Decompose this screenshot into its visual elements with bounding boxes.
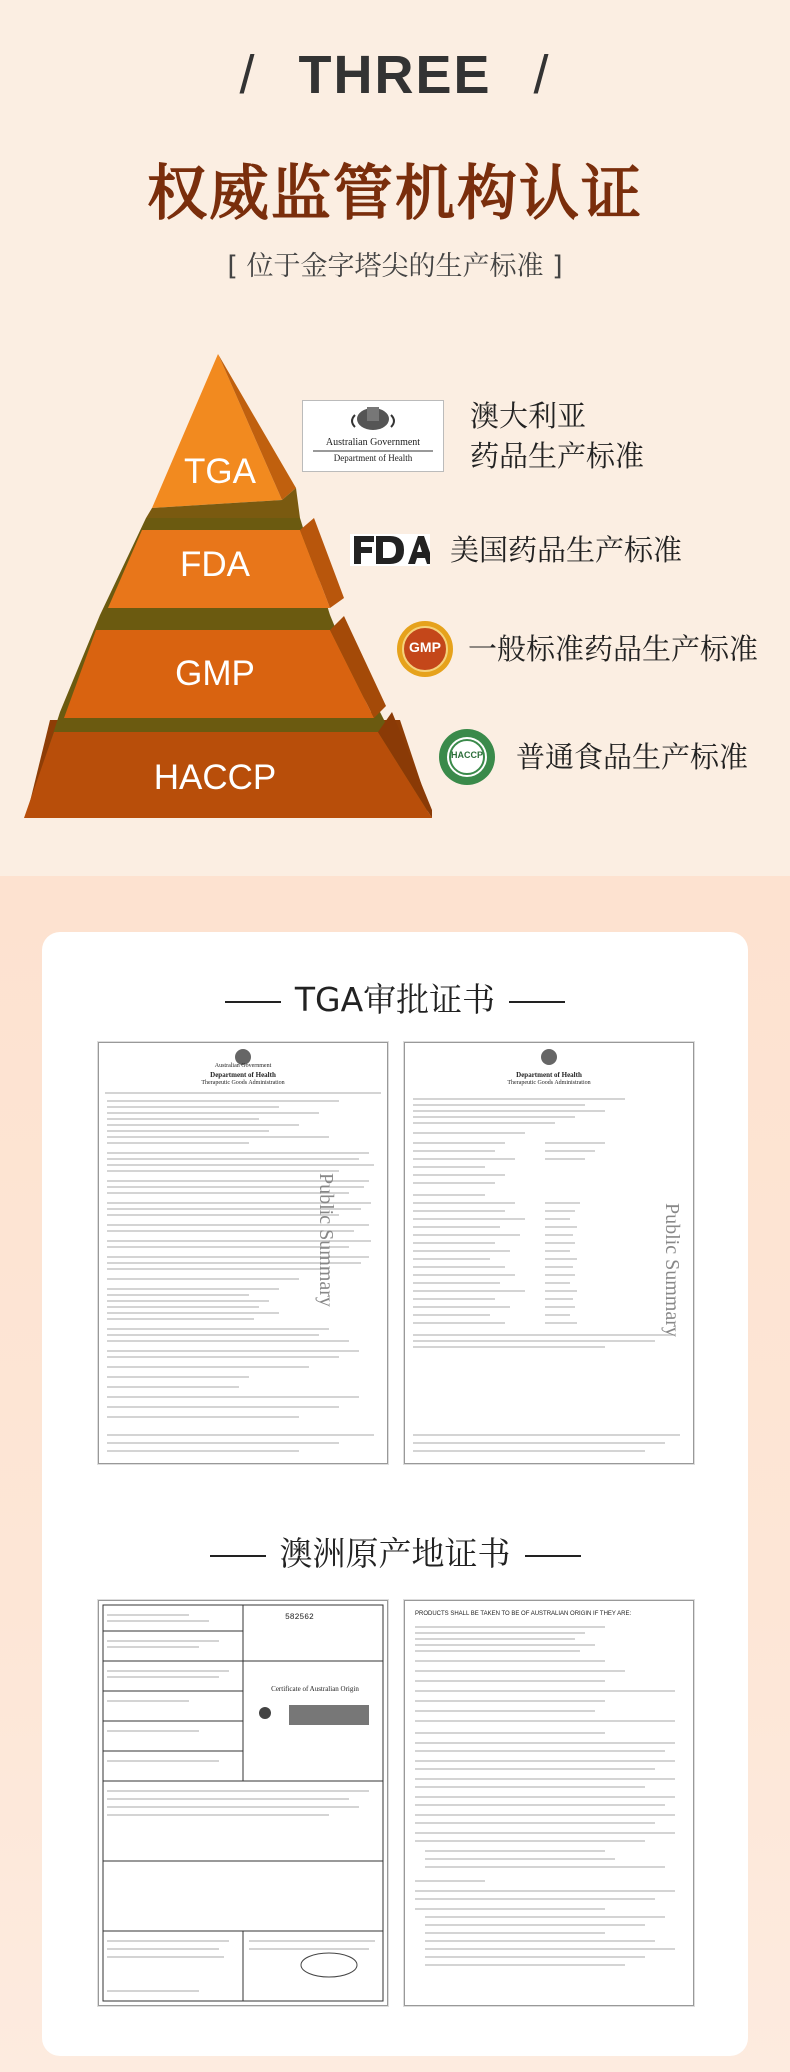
tga-certificate-page-1[interactable]	[98, 1042, 388, 1464]
section-word: THREE	[298, 45, 492, 105]
certificates-card	[42, 932, 748, 2056]
origin-certificate-page-2[interactable]	[404, 1600, 694, 2006]
tga-doc-2-header-2: Department of Health	[516, 1071, 582, 1079]
tga-doc-1-watermark: Public Summary	[315, 1173, 337, 1307]
slash-left: /	[239, 45, 257, 105]
section-number	[0, 44, 790, 106]
tier-label-gmp: GMP	[175, 654, 255, 693]
cert-row-fda	[350, 530, 682, 570]
fda-logo-icon	[350, 532, 430, 568]
tier-label-haccp: HACCP	[153, 758, 277, 797]
logo-line-1: Australian Government	[325, 437, 421, 448]
cert-row-haccp	[438, 728, 748, 786]
cert-text-tga-1: 澳大利亚	[470, 399, 587, 433]
tga-section-title	[42, 974, 748, 1021]
cert-row-tga	[302, 396, 644, 476]
cert-text-fda: 美国药品生产标准	[450, 533, 683, 567]
tga-doc-2-watermark: Public Summary	[661, 1203, 683, 1337]
origin-doc-heading: Certificate of Australian Origin	[271, 1685, 359, 1693]
origin-rules-heading: PRODUCTS SHALL BE TAKEN TO BE OF AUSTRALIAN ORIGIN IF THEY ARE:	[415, 1611, 632, 1617]
tga-doc-2-text-lines	[413, 1099, 680, 1451]
tga-certificate-page-2[interactable]	[404, 1042, 694, 1464]
origin-section-label: 澳洲原产地证书	[279, 1534, 511, 1573]
tga-doc-1-content	[99, 1043, 387, 1463]
page-subtitle: [ 位于金字塔尖的生产标准 ]	[227, 251, 563, 282]
haccp-seal-icon	[438, 728, 496, 786]
cert-text-gmp: 一般标准药品生产标准	[468, 632, 759, 666]
tga-section-label: TGA审批证书	[294, 980, 496, 1019]
australian-government-icon	[302, 400, 444, 472]
tier-label-fda: FDA	[180, 545, 250, 584]
tga-doc-1-header-3: Therapeutic Goods Administration	[201, 1080, 285, 1086]
tga-doc-1-header-1: Australian Government	[214, 1063, 272, 1069]
title-rule-right	[525, 1555, 581, 1557]
title-rule-left	[225, 1001, 281, 1003]
page-title: 权威监管机构认证	[147, 159, 643, 229]
gmp-seal-text: GMP	[409, 639, 441, 655]
origin-doc-2-content	[405, 1601, 693, 2005]
title-rule-left	[210, 1555, 266, 1557]
tga-doc-1-header-2: Department of Health	[210, 1071, 276, 1079]
cert-text-haccp: 普通食品生产标准	[516, 740, 749, 774]
tga-doc-2-content	[405, 1043, 693, 1463]
cert-text-tga-2: 药品生产标准	[470, 439, 645, 473]
origin-doc-1-content	[99, 1601, 387, 2005]
title-rule-right	[509, 1001, 565, 1003]
origin-section-title	[42, 1528, 748, 1575]
haccp-seal-text: HACCP	[450, 750, 483, 760]
logo-line-2: Department of Health	[333, 453, 413, 463]
gmp-seal-icon	[396, 620, 454, 678]
origin-certificate-page-1[interactable]	[98, 1600, 388, 2006]
tga-doc-2-header-3: Therapeutic Goods Administration	[507, 1080, 591, 1086]
slash-right: /	[533, 45, 551, 105]
tier-label-tga: TGA	[184, 452, 256, 491]
origin-doc-number: 582562	[285, 1613, 314, 1622]
cert-row-gmp	[396, 620, 758, 678]
